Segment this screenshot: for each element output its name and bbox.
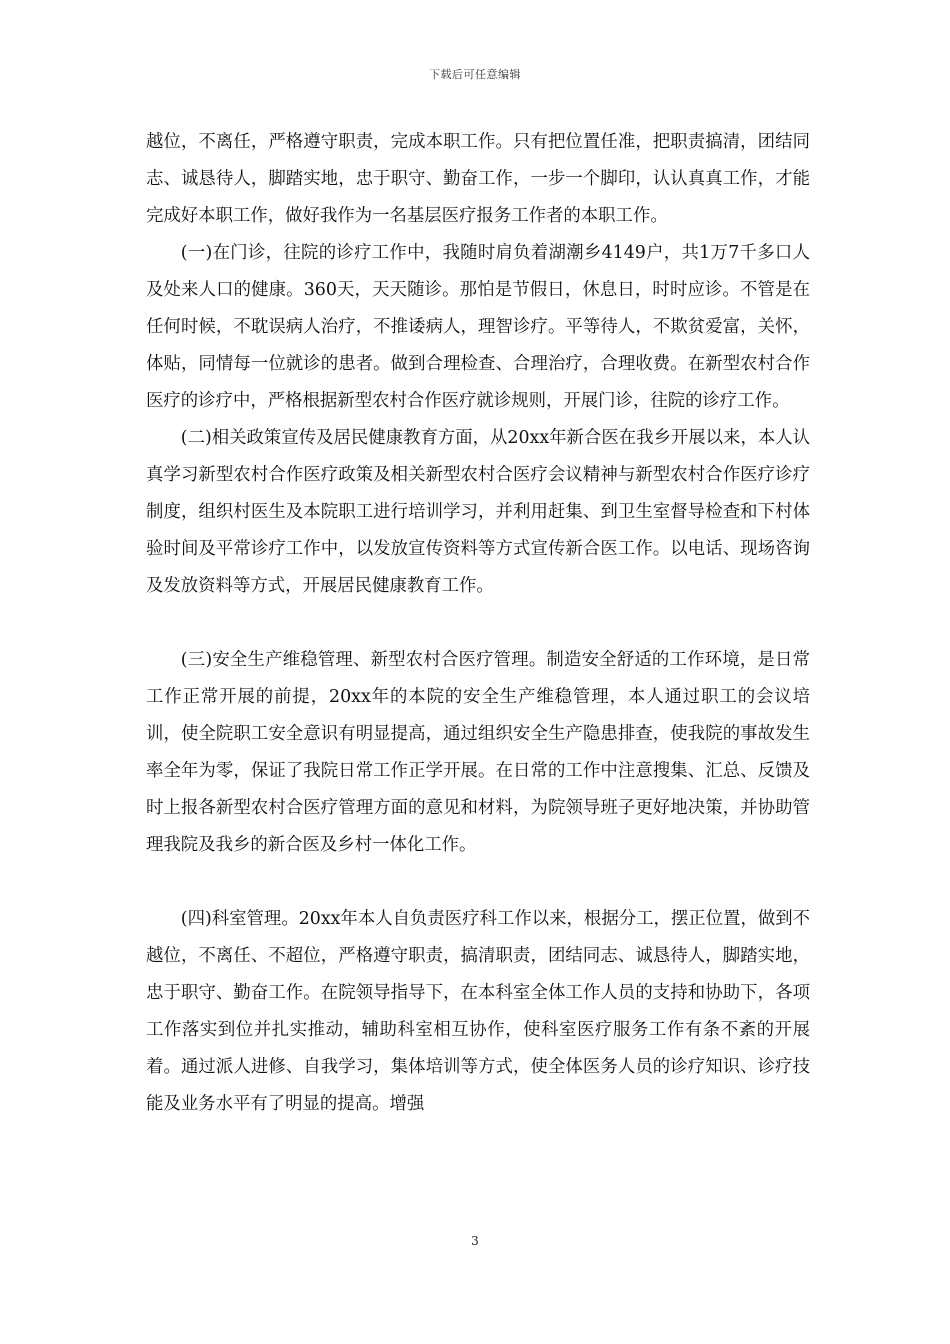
paragraph-section-1: (一)在门诊，往院的诊疗工作中，我随时肩负着湖潮乡4149户，共1万7千多口人及处来人口的健康。360天，天天随诊。那怕是节假日，休息日，时时应诊。不管是在任何时候，不耽误病人治疗，不推诿病人，理智诊疗。平等待人，不欺贫爱富，关怀，体贴，同情每一位就诊的患者。做到合理检查、合理治疗，合理收费。在新型农村合作医疗的诊疗中，严格根据新型农村合作医疗就诊规则，开展门诊，往院的诊疗工作。	[146, 243, 810, 411]
page-number: 3	[471, 1234, 479, 1248]
paragraph-section-2: (二)相关政策宣传及居民健康教育方面，从20xx年新合医在我乡开展以来，本人认真学习新型农村合作医疗政策及相关新型农村合医疗会议精神与新型农村合作医疗诊疗制度，组织村医生及本院职工进行培训学习，并利用赶集、到卫生室督导检查和下村体验时间及平常诊疗工作中，以发放宣传资料等方式宣传新合医工作。以电话、现场咨询及发放资料等方式，开展居民健康教育工作。	[146, 428, 811, 596]
paragraph-continuation: 越位，不离任，严格遵守职责，完成本职工作。只有把位置任准，把职责搞清，团结同志、诚恳待人，脚踏实地，忠于职守、勤奋工作，一步一个脚印，认认真真工作，才能完成好本职工作，做好我作为一名基层医疗报务工作者的本职工作。	[146, 132, 810, 226]
page-header-note: 下载后可任意编辑	[429, 68, 521, 81]
paragraph-section-3: (三)安全生产维稳管理、新型农村合医疗管理。制造安全舒适的工作环境，是日常工作正常开展的前提，20xx年的本院的安全生产维稳管理，本人通过职工的会议培训，使全院职工安全意识有明显提高，通过组织安全生产隐患排查，使我院的事故发生率全年为零，保证了我院日常工作正学开展。在日常的工作中注意搜集、汇总、反馈及时上报各新型农村合医疗管理方面的意见和材料，为院领导班子更好地决策，并协助管理我院及我乡的新合医及乡村一体化工作。	[146, 650, 810, 855]
paragraph-section-4: (四)科室管理。20xx年本人自负责医疗科工作以来，根据分工，摆正位置，做到不越位，不离任、不超位，严格遵守职责，搞清职责，团结同志、诚恳待人，脚踏实地，忠于职守、勤奋工作。在院领导指导下，在本科室全体工作人员的支持和协助下，各项工作落实到位并扎实推动，辅助科室相互协作，使科室医疗服务工作有条不紊的开展着。通过派人进修、自我学习，集体培训等方式，使全体医务人员的诊疗知识、诊疗技能及业务水平有了明显的提高。增强	[146, 909, 811, 1114]
document-body	[146, 124, 810, 1123]
